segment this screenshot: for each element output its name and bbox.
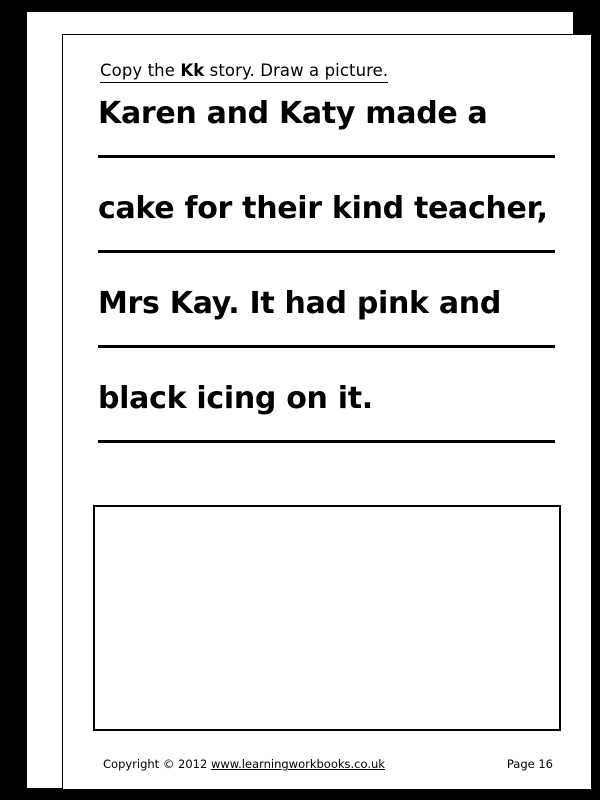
copyright-prefix: Copyright © 2012	[103, 757, 211, 771]
story-line	[98, 192, 558, 287]
story-line-text: Karen and Katy made a	[98, 96, 488, 131]
writing-rule-line	[98, 250, 555, 253]
worksheet-page	[27, 12, 573, 788]
publisher-website-link[interactable]: www.learningworkbooks.co.uk	[210, 757, 385, 771]
writing-rule-line	[98, 440, 555, 443]
instruction-heading	[100, 61, 388, 83]
drawing-area[interactable]	[93, 505, 561, 731]
writing-rule-line	[98, 155, 555, 158]
writing-rule-line	[98, 345, 555, 348]
story-line	[98, 97, 558, 192]
worksheet-content	[63, 35, 591, 789]
page-footer	[63, 757, 591, 773]
story-line-text: Mrs Kay. It had pink and	[98, 286, 502, 321]
story-line-text: cake for their kind teacher,	[98, 191, 548, 226]
story-line-text: black icing on it.	[98, 381, 373, 416]
instruction-letter: Kk	[180, 61, 205, 80]
story-line	[98, 382, 558, 477]
copyright-notice	[103, 757, 385, 771]
story-line	[98, 287, 558, 382]
instruction-prefix: Copy the	[100, 61, 181, 80]
instruction-suffix: story. Draw a picture.	[204, 61, 389, 80]
page-number: Page 16	[506, 757, 553, 771]
page-inner-border	[62, 34, 592, 790]
story-block	[98, 97, 558, 477]
